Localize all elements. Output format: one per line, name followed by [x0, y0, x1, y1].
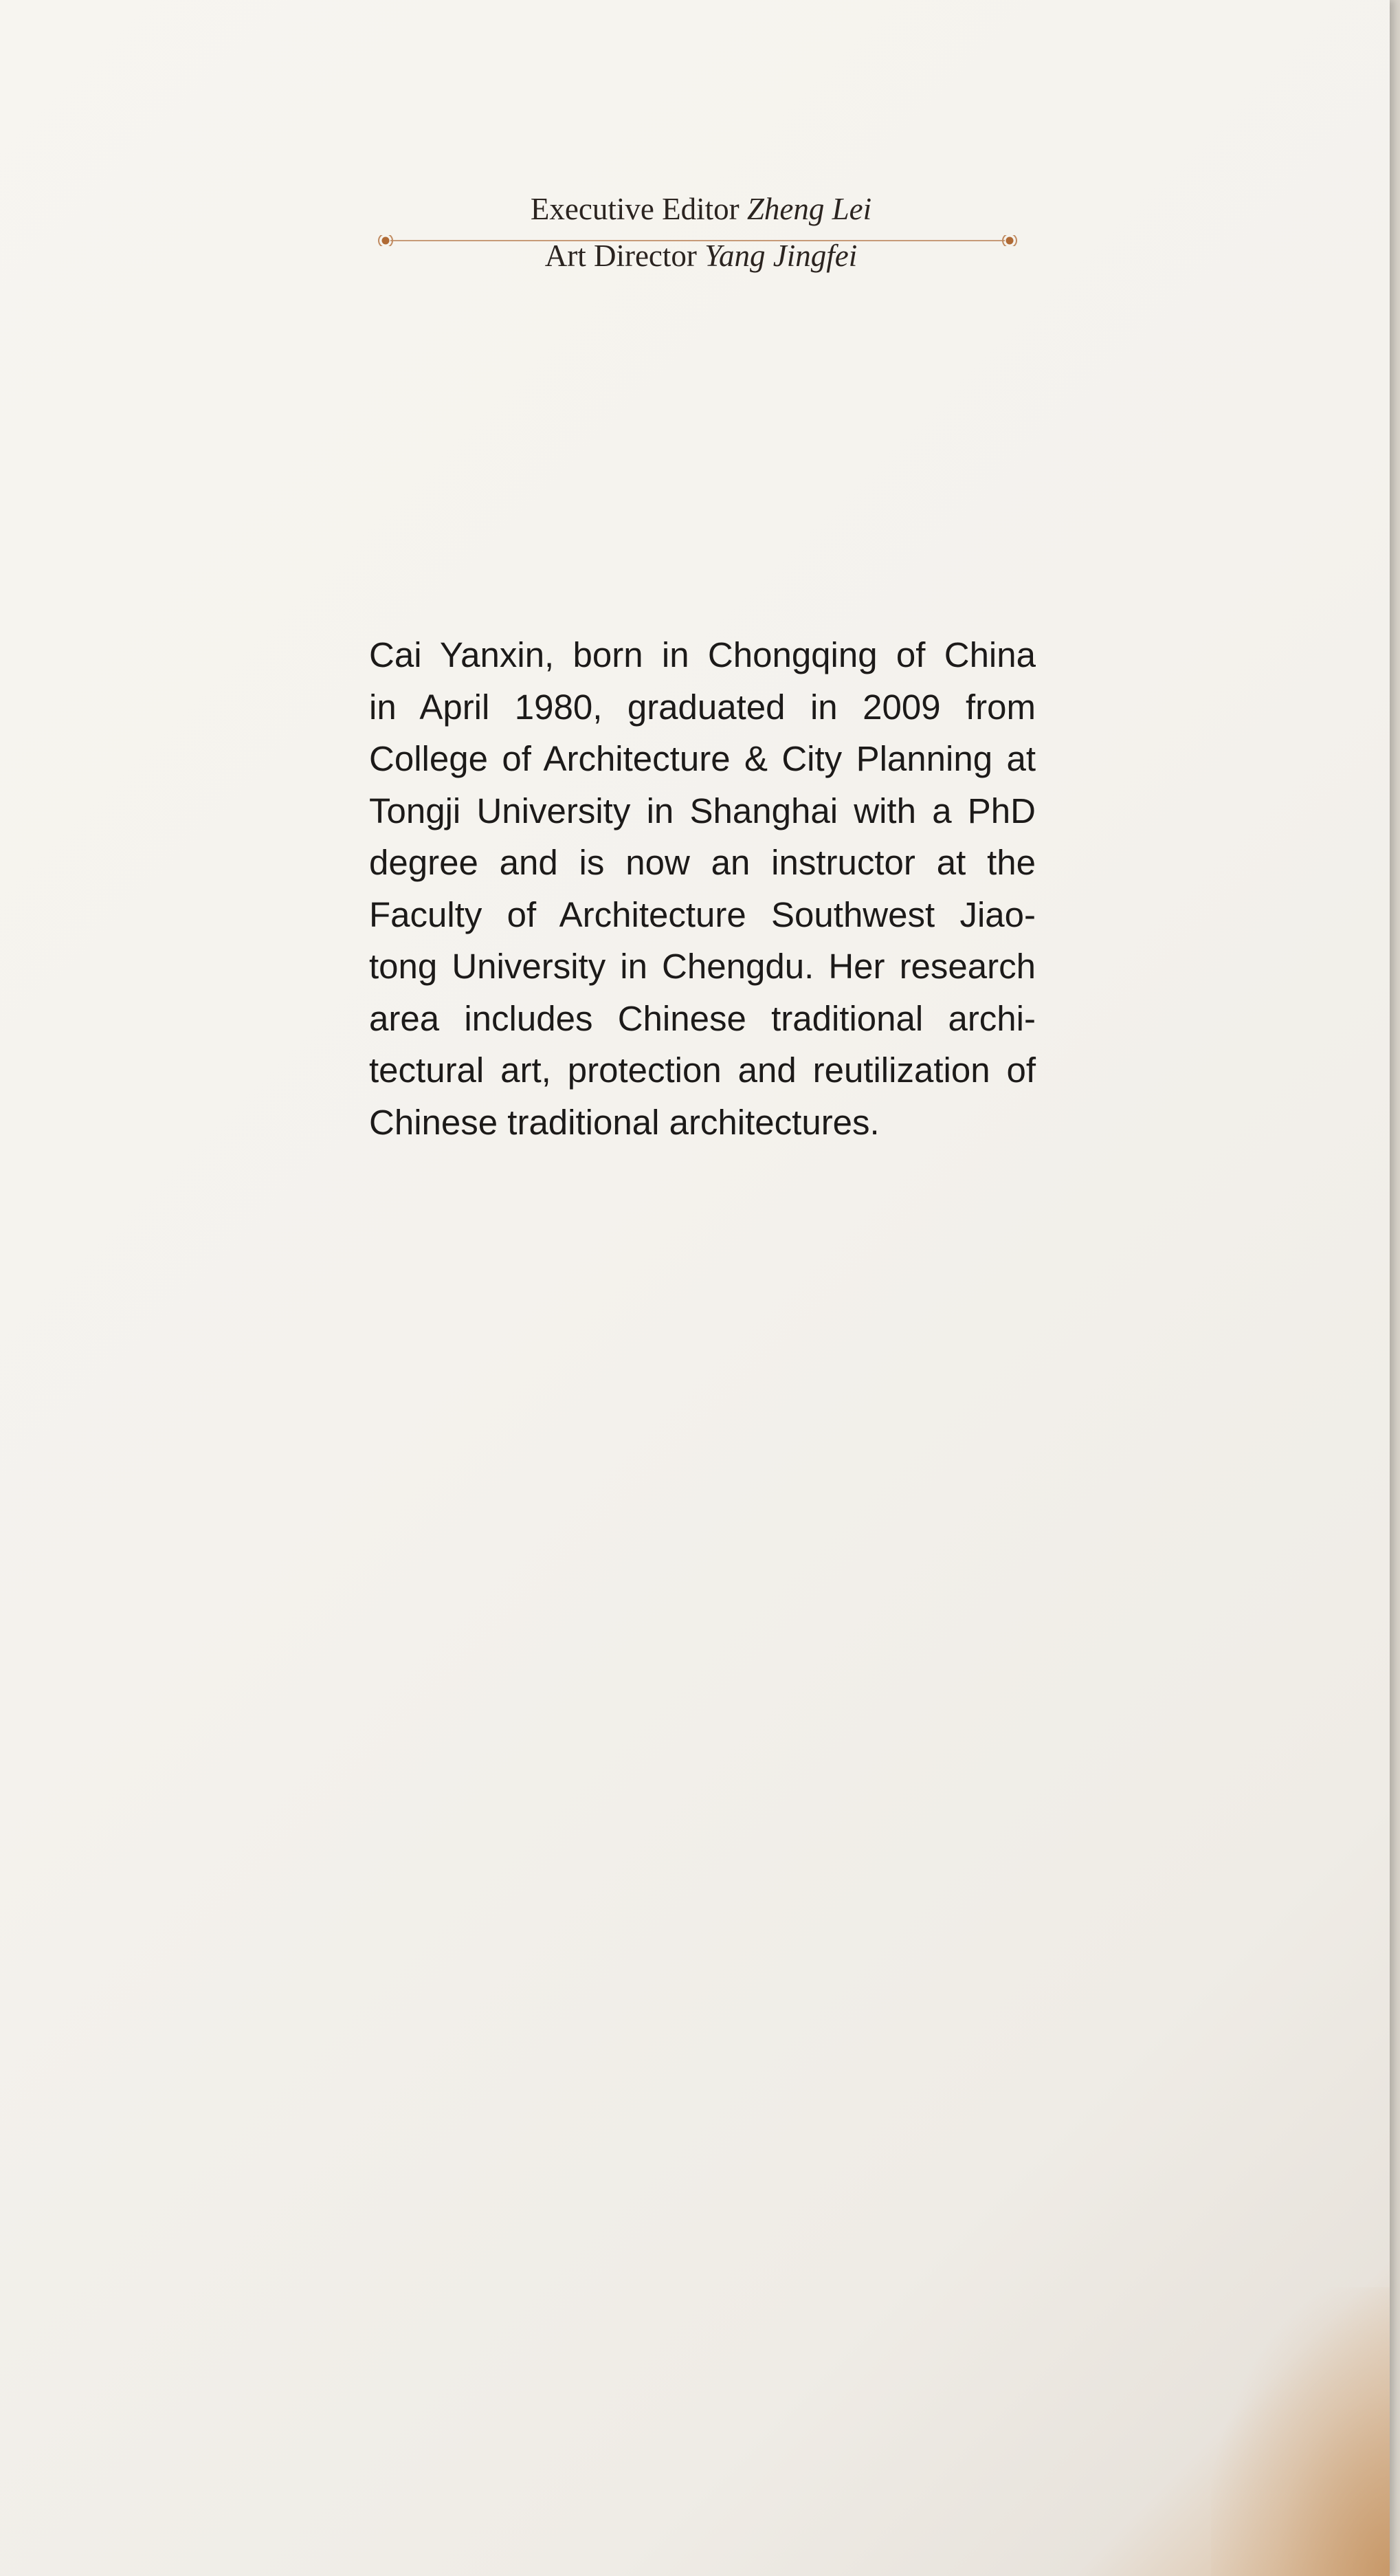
- author-bio: [369, 629, 1036, 1148]
- executive-editor-label: Executive Editor: [530, 192, 740, 226]
- credits-block: [357, 182, 1045, 292]
- bio-line: Cai Yanxin, born in Chongqing of China: [369, 635, 1036, 674]
- bio-line: Faculty of Architecture Southwest Jiao-: [369, 894, 1036, 934]
- bio-line: degree and is now an instructor at the: [369, 843, 1036, 882]
- art-director-label: Art Director: [544, 239, 697, 273]
- executive-editor-name: Zheng Lei: [746, 192, 872, 226]
- bio-line: tong University in Chengdu. Her research: [369, 947, 1036, 986]
- bio-line: Chinese traditional architectures.: [369, 1102, 880, 1142]
- bio-line: in April 1980, graduated in 2009 from: [369, 687, 1036, 727]
- art-director-credit: [378, 237, 1024, 274]
- bio-line: tectural art, protection and reutilization of: [369, 1050, 1036, 1090]
- page-shadow: [1211, 2287, 1390, 2576]
- art-director-name: Yang Jingfei: [704, 239, 858, 273]
- bio-line: area includes Chinese traditional archi-: [369, 998, 1036, 1038]
- executive-editor-credit: [378, 190, 1024, 228]
- bio-line: Tongji University in Shanghai with a PhD: [369, 791, 1036, 830]
- bio-line: College of Architecture & City Planning at: [369, 739, 1036, 778]
